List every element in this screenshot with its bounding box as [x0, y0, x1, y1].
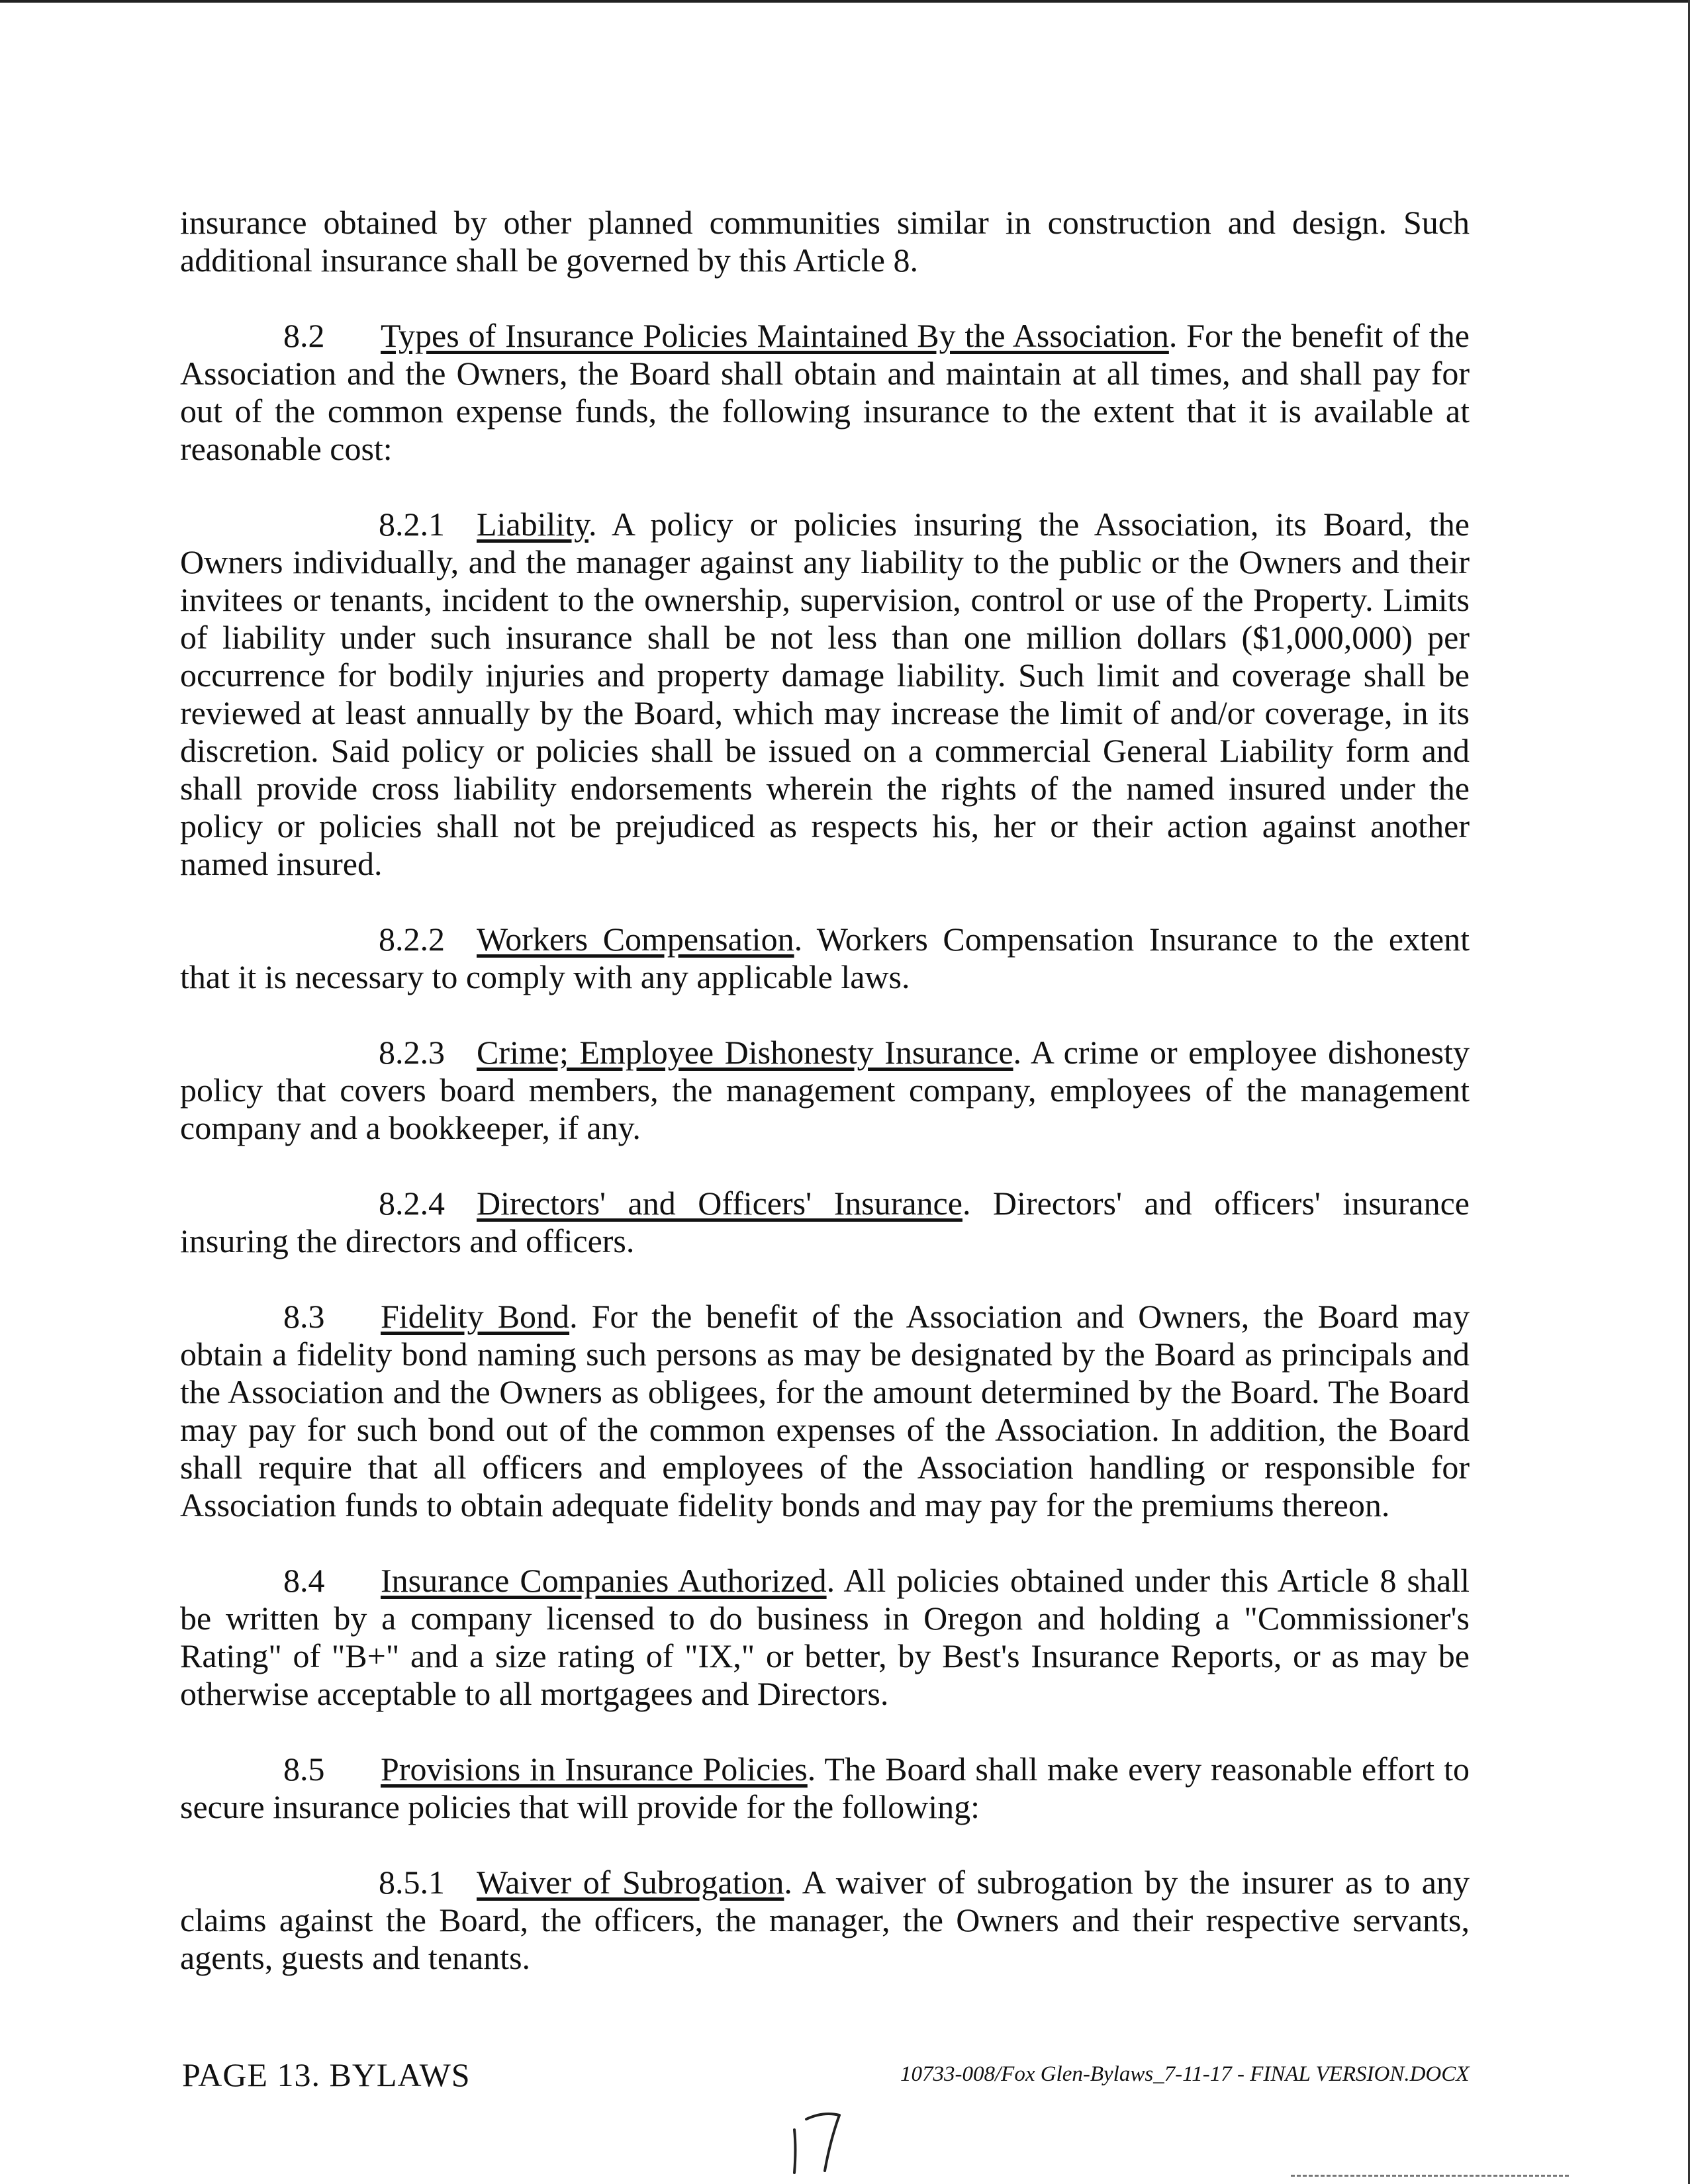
section-text: . A waiver of subrogation by the insurer as to any claims against the Board, the officers, the manager, the Owners and their respective servants, agents, guests and tenants.	[180, 1864, 1470, 1976]
section-text: . A policy or policies insuring the Association, its Board, the Owners individually, and the manager against any liability to the public or the Owners and their invitees or tenants, incident to the ownership, supervision, control or use of the Property. Limits of liability under such insurance shall be not less than one million dollars ($1,000,000) per occurrence for bodily injuries and property damage liability. Such limit and coverage shall be reviewed at least annually by the Board, which may increase the limit of and/or coverage, in its discretion. Said policy or policies shall be issued on a commercial General Liability form and shall provide cross liability endorsements wherein the rights of the named insured under the policy or policies shall not be prejudiced as respects his, her or their action against another named insured.	[180, 506, 1470, 882]
section-number: 8.4	[283, 1562, 325, 1599]
section-heading: Directors' and Officers' Insurance	[477, 1185, 962, 1222]
section-heading: Waiver of Subrogation	[477, 1864, 784, 1901]
section-8-5	[180, 1751, 1470, 1826]
section-text: . Directors' and officers' insurance insuring the directors and officers.	[180, 1185, 1470, 1259]
section-text: . Workers Compensation Insurance to the extent that it is necessary to comply with any applicable laws.	[180, 921, 1470, 995]
section-8-2-4	[180, 1185, 1470, 1260]
section-text: . A crime or employee dishonesty policy that covers board members, the management company, employees of the management company and a bookkeeper, if any.	[180, 1034, 1470, 1146]
file-reference: 10733-008/Fox Glen-Bylaws_7-11-17 - FINAL VERSION.DOCX	[900, 2062, 1470, 2086]
section-number: 8.5	[283, 1751, 325, 1788]
page-label: PAGE 13. BYLAWS	[182, 2056, 471, 2093]
section-text: . All policies obtained under this Article 8 shall be written by a company licensed to do business in Oregon and holding a "Commissioner's Rating" of "B+" and a size rating of "IX," or better, by Best's Insurance Reports, or as may be otherwise acceptable to all mortgagees and Directors.	[180, 1562, 1470, 1712]
section-8-2-1	[180, 506, 1470, 883]
section-8-2-3	[180, 1034, 1470, 1147]
section-heading: Types of Insurance Policies Maintained By the Association	[381, 317, 1169, 354]
scan-top-edge	[0, 0, 1690, 3]
section-8-2	[180, 317, 1470, 468]
scan-bottom-artifact	[1291, 2175, 1569, 2177]
section-text: . For the benefit of the Association and Owners, the Board may obtain a fidelity bond naming such persons as may be designated by the Board as principals and the Association and the Owners as obligees, for the amount determined by the Board. The Board may pay for such bond out of the common expenses of the Association. In addition, the Board shall require that all officers and employees of the Association handling or responsible for Association funds to obtain adequate fidelity bonds and may pay for the premiums thereon.	[180, 1298, 1470, 1524]
section-number: 8.5.1	[379, 1864, 445, 1901]
section-number: 8.2	[283, 317, 325, 354]
section-8-4	[180, 1562, 1470, 1713]
section-heading: Workers Compensation	[477, 921, 794, 958]
section-number: 8.2.3	[379, 1034, 445, 1071]
paragraph-text: insurance obtained by other planned communities similar in construction and design. Such additional insurance shall be governed by this Article 8.	[180, 204, 1470, 279]
document-body	[180, 204, 1470, 1977]
paragraph-continuation	[180, 204, 1470, 279]
section-8-5-1	[180, 1864, 1470, 1977]
section-heading: Crime; Employee Dishonesty Insurance	[477, 1034, 1013, 1071]
section-number: 8.2.4	[379, 1185, 445, 1222]
section-number: 8.2.2	[379, 921, 445, 958]
section-number: 8.3	[283, 1298, 325, 1335]
section-heading: Fidelity Bond	[381, 1298, 570, 1335]
section-8-3	[180, 1298, 1470, 1524]
section-heading: Provisions in Insurance Policies	[381, 1751, 808, 1788]
section-heading: Insurance Companies Authorized	[381, 1562, 827, 1599]
handwritten-page-number	[788, 2110, 847, 2176]
section-text: . For the benefit of the Association and the Owners, the Board shall obtain and maintain at all times, and shall pay for out of the common expense funds, the following insurance to the extent that it is available at reasonable cost:	[180, 317, 1470, 467]
section-8-2-2	[180, 921, 1470, 996]
section-heading: Liability	[477, 506, 588, 543]
section-text: . The Board shall make every reasonable effort to secure insurance policies that will provide for the following:	[180, 1751, 1470, 1825]
section-number: 8.2.1	[379, 506, 445, 543]
